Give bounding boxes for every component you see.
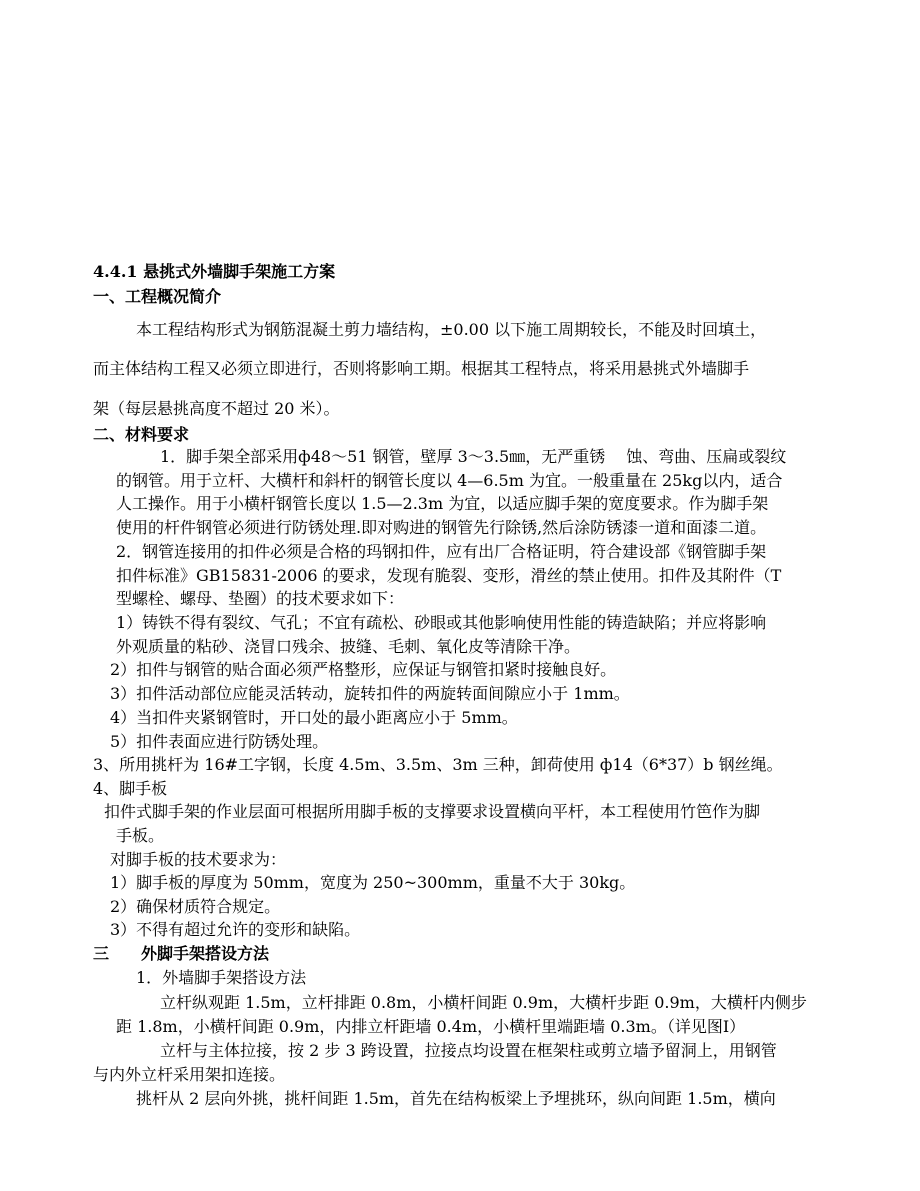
paragraph-line: 1．外墙脚手架搭设方法 [136, 968, 307, 987]
paragraph-line: 的钢管。用于立杆、大横杆和斜杆的钢管长度以 4—6.5m 为宜。一般重量在 25kg以内，适合 [116, 471, 783, 490]
paragraph-line: 距 1.8m，小横杆间距 0.9m，内排立杆距墙 0.4m，小横杆里端距墙 0.3m。（详见图Ⅰ） [116, 1017, 746, 1036]
paragraph-line: 3）扣件活动部位应能灵活转动，旋转扣件的两旋转面间隙应小于 1mm。 [110, 684, 630, 703]
paragraph-line: 对脚手板的技术要求为： [110, 850, 287, 869]
paragraph-line: 使用的杆件钢管必须进行防锈处理.即对购进的钢管先行除锈,然后涂防锈漆一道和面漆二道。 [116, 518, 767, 537]
paragraph-line: 立杆与主体拉接，按 2 步 3 跨设置，拉接点均设置在框架柱或剪立墙予留洞上，用钢管 [160, 1041, 777, 1060]
paragraph-line: 手板。 [116, 826, 165, 845]
paragraph-line: 人工操作。用于小横杆钢管长度以 1.5—2.3m 为宜，以适应脚手架的宽度要求。作为脚手架 [116, 494, 769, 513]
paragraph-line: 4）当扣件夹紧钢管时，开口处的最小距离应小于 5mm。 [110, 708, 518, 727]
paragraph-line: 1．脚手架全部采用ф48～51 钢管，壁厚 3～3.5㎜，无严重锈 蚀、弯曲、压扁或裂纹 [160, 447, 787, 466]
paragraph-line: 5）扣件表面应进行防锈处理。 [110, 732, 329, 751]
paragraph-line: 扣件式脚手架的作业层面可根据所用脚手板的支撑要求设置横向平杆，本工程使用竹笆作为脚 [104, 802, 761, 821]
paragraph-line: 1）脚手板的厚度为 50mm，宽度为 250~300mm，重量不大于 30kg。 [110, 873, 636, 892]
section-heading-materials: 二、材料要求 [93, 425, 190, 444]
paragraph-line: 而主体结构工程又必须立即进行，否则将影响工期。根据其工程特点，将采用悬挑式外墙脚手 [93, 359, 750, 378]
paragraph-line: 2）确保材质符合规定。 [110, 897, 281, 916]
paragraph-line: 2）扣件与钢管的贴合面必须严格整形，应保证与钢管扣紧时接触良好。 [110, 660, 617, 679]
paragraph-line: 4、脚手板 [93, 779, 168, 798]
paragraph-line: 与内外立杆采用架扣连接。 [93, 1065, 286, 1084]
paragraph-line: 扣件标准》GB15831-2006 的要求，发现有脆裂、变形，滑丝的禁止使用。扣件及其附件（T [116, 566, 782, 585]
paragraph-line: 型螺栓、螺母、垫圈）的技术要求如下： [116, 589, 405, 608]
section-heading-overview: 一、工程概况简介 [93, 287, 222, 306]
section-heading-scaffold-method: 三 外脚手架搭设方法 [93, 944, 270, 963]
paragraph-line: 架（每层悬挑高度不超过 20 米）。 [93, 399, 340, 418]
paragraph-line: 1）铸铁不得有裂纹、气孔；不宜有疏松、砂眼或其他影响使用性能的铸造缺陷；并应将影响 [116, 613, 767, 632]
paragraph-line: 本工程结构形式为钢筋混凝土剪力墙结构，±0.00 以下施工周期较长，不能及时回填土， [136, 320, 767, 339]
paragraph-line: 外观质量的粘砂、浇冒口残余、披缝、毛刺、氧化皮等清除干净。 [116, 637, 581, 656]
paragraph-line: 3）不得有超过允许的变形和缺陷。 [110, 920, 361, 939]
document-title: 4.4.1 悬挑式外墙脚手架施工方案 [93, 262, 336, 281]
paragraph-line: 3、所用挑杆为 16#工字钢，长度 4.5m、3.5m、3m 三种，卸荷使用 ф14（6*37）b 钢丝绳。 [93, 755, 783, 774]
paragraph-line: 立杆纵观距 1.5m，立杆排距 0.8m，小横杆间距 0.9m，大横杆步距 0.9m，大横杆内侧步 [160, 993, 807, 1012]
paragraph-line: 挑杆从 2 层向外挑，挑杆间距 1.5m，首先在结构板梁上予埋挑环，纵向间距 1.5m，横向 [136, 1089, 776, 1108]
paragraph-line: 2．钢管连接用的扣件必须是合格的玛钢扣件，应有出厂合格证明，符合建设部《钢管脚手架 [116, 542, 767, 561]
